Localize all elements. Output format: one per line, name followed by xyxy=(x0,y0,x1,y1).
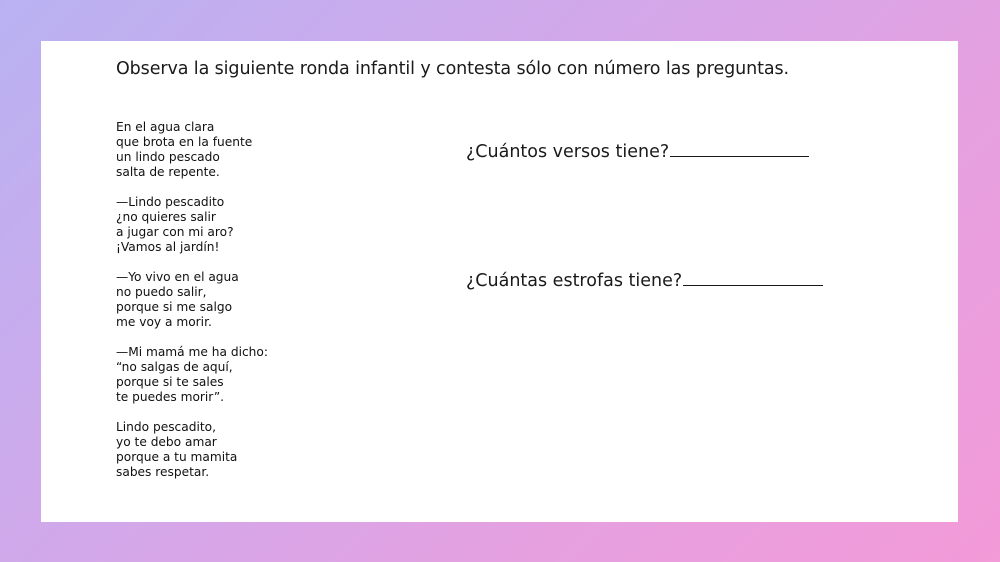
verse: no puedo salir, xyxy=(116,285,207,299)
verse: sabes respetar. xyxy=(116,465,210,479)
answer-blank-verses[interactable] xyxy=(670,155,809,157)
verse: ¿no quieres salir xyxy=(116,210,216,224)
slide-card xyxy=(41,41,958,522)
answer-blank-stanzas[interactable] xyxy=(683,284,823,286)
stanza xyxy=(116,270,376,330)
stanza xyxy=(116,195,376,255)
verse: salta de repente. xyxy=(116,165,220,179)
question-stanzas xyxy=(466,271,823,291)
verse: —Lindo pescadito xyxy=(116,195,225,209)
question-stanzas-text: ¿Cuántas estrofas tiene? xyxy=(466,271,683,291)
question-verses-text: ¿Cuántos versos tiene? xyxy=(466,142,670,162)
stanza xyxy=(116,420,376,480)
verse: ¡Vamos al jardín! xyxy=(116,240,220,254)
stanza xyxy=(116,345,376,405)
verse: —Mi mamá me ha dicho: xyxy=(116,345,268,359)
verse: que brota en la fuente xyxy=(116,135,253,149)
verse: porque a tu mamita xyxy=(116,450,238,464)
verse: me voy a morir. xyxy=(116,315,212,329)
instruction-text: Observa la siguiente ronda infantil y contesta sólo con número las preguntas. xyxy=(116,59,789,79)
question-verses xyxy=(466,142,809,162)
verse: te puedes morir”. xyxy=(116,390,225,404)
stanza xyxy=(116,120,376,180)
verse: a jugar con mi aro? xyxy=(116,225,234,239)
verse: En el agua clara xyxy=(116,120,215,134)
verse: un lindo pescado xyxy=(116,150,220,164)
verse: Lindo pescadito, xyxy=(116,420,216,434)
verse: yo te debo amar xyxy=(116,435,217,449)
verse: —Yo vivo en el agua xyxy=(116,270,239,284)
poem xyxy=(116,120,376,495)
verse: porque si te sales xyxy=(116,375,224,389)
verse: “no salgas de aquí, xyxy=(116,360,233,374)
verse: porque si me salgo xyxy=(116,300,233,314)
